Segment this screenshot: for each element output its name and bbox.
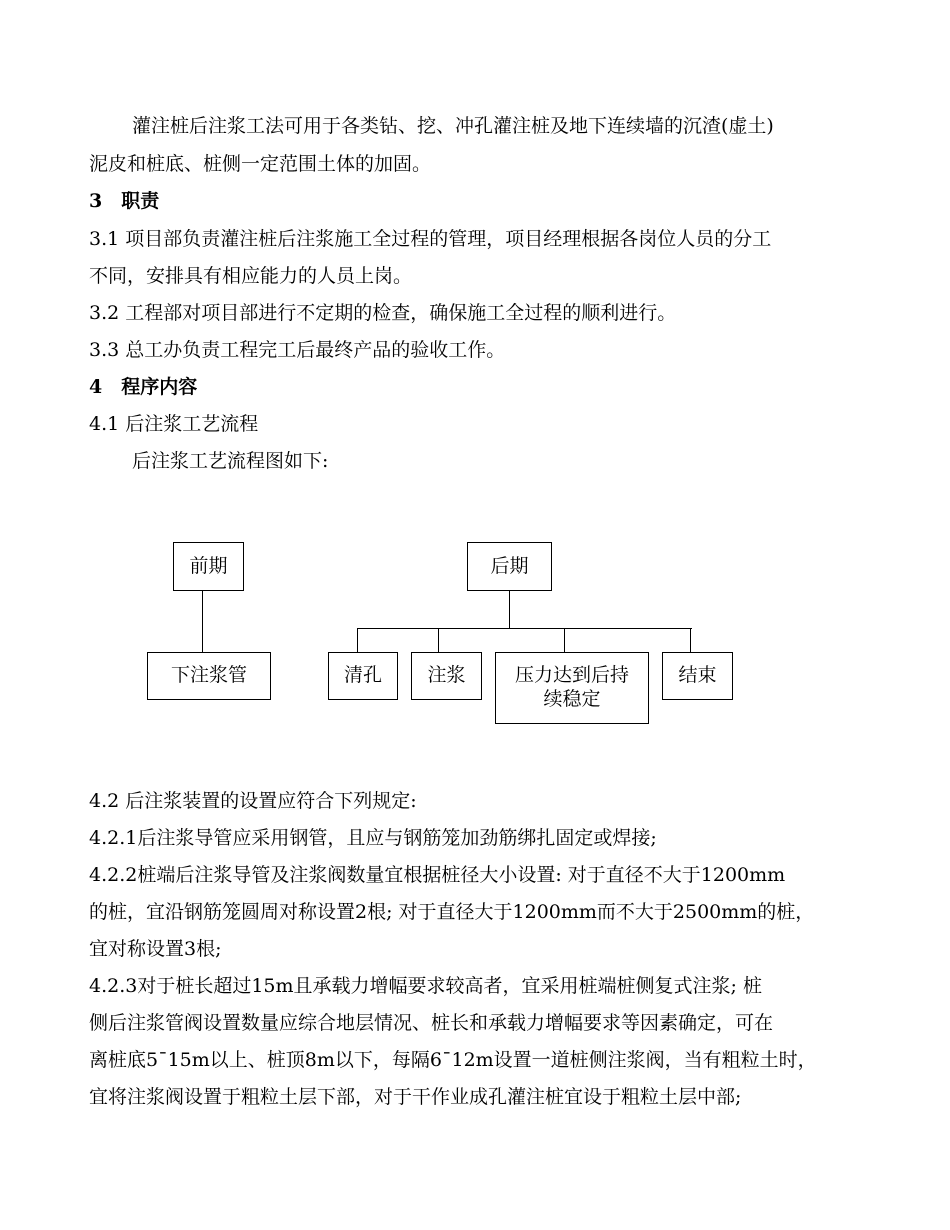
step-box-end — [662, 652, 733, 700]
connector-pressure — [564, 628, 565, 652]
late-stage-box — [467, 542, 552, 591]
item-4-1-note: 后注浆工艺流程图如下: — [132, 450, 329, 472]
connector-grouting — [438, 628, 439, 652]
connector-clean-hole — [357, 628, 358, 652]
connector-early — [202, 591, 203, 652]
item-4-2-3-line-3: 离桩底5¯15m以上、桩顶8m以下，每隔6¯12m设置一道桩侧注浆阀，当有粗粒土时， — [89, 1049, 817, 1071]
item-4-2-3-line-4: 宜将注浆阀设置于粗粒土层下部，对于干作业成孔灌注桩宜设于粗粒土层中部; — [89, 1086, 742, 1108]
connector-late-branch — [357, 628, 692, 629]
intro-line-2: 泥皮和桩底、桩侧一定范围土体的加固。 — [89, 153, 432, 175]
step-label-end: 结束 — [678, 664, 717, 687]
step-label-grouting: 注浆 — [427, 664, 466, 687]
step-label-pressure-line-2: 续稳定 — [543, 688, 601, 710]
step-label-lower-grout-pipe: 下注浆管 — [170, 664, 247, 687]
step-box-grouting — [411, 652, 482, 700]
item-3-3: 3.3 总工办负责工程完工后最终产品的验收工作。 — [89, 339, 506, 361]
item-4-2-2-line-1: 4.2.2桩端后注浆导管及注浆阀数量宜根据桩径大小设置: 对于直径不大于1200mm — [89, 864, 786, 886]
late-stage-label: 后期 — [490, 554, 529, 577]
item-3-1-line-2: 不同，安排具有相应能力的人员上岗。 — [89, 265, 413, 287]
connector-end — [690, 628, 691, 652]
early-stage-box — [173, 542, 244, 591]
early-stage-label: 前期 — [189, 554, 228, 577]
item-3-2: 3.2 工程部对项目部进行不定期的检查，确保施工全过程的顺利进行。 — [89, 302, 677, 324]
item-4-2-1: 4.2.1后注浆导管应采用钢管，且应与钢筋笼加劲筋绑扎固定或焊接; — [89, 827, 657, 849]
section-4-title: 4 程序内容 — [89, 376, 198, 398]
item-4-2-3-line-2: 侧后注浆管阀设置数量应综合地层情况、桩长和承载力增幅要求等因素确定，可在 — [89, 1012, 774, 1034]
step-box-clean-hole — [328, 652, 398, 700]
step-box-lower-grout-pipe — [147, 652, 271, 700]
item-3-1-line-1: 3.1 项目部负责灌注桩后注浆施工全过程的管理，项目经理根据各岗位人员的分工 — [89, 228, 772, 250]
step-label-pressure-line-1: 压力达到后持 — [514, 664, 629, 687]
item-4-1: 4.1 后注浆工艺流程 — [89, 413, 259, 435]
step-label-clean-hole: 清孔 — [343, 664, 382, 687]
item-4-2-2-line-2: 的桩，宜沿钢筋笼圆周对称设置2根; 对于直径大于1200mm而不大于2500mm的桩， — [89, 901, 815, 923]
item-4-2: 4.2 后注浆装置的设置应符合下列规定: — [89, 790, 417, 812]
connector-late-trunk — [509, 591, 510, 629]
intro-line-1: 灌注桩后注浆工法可用于各类钻、挖、冲孔灌注桩及地下连续墙的沉渣(虚土) — [132, 115, 774, 137]
item-4-2-3-line-1: 4.2.3对于桩长超过15m且承载力增幅要求较高者，宜采用桩端桩侧复式注浆; 桩 — [89, 975, 762, 997]
item-4-2-2-line-3: 宜对称设置3根; — [89, 938, 222, 960]
section-3-title: 3 职责 — [89, 190, 160, 212]
step-box-pressure-stable — [495, 652, 649, 724]
